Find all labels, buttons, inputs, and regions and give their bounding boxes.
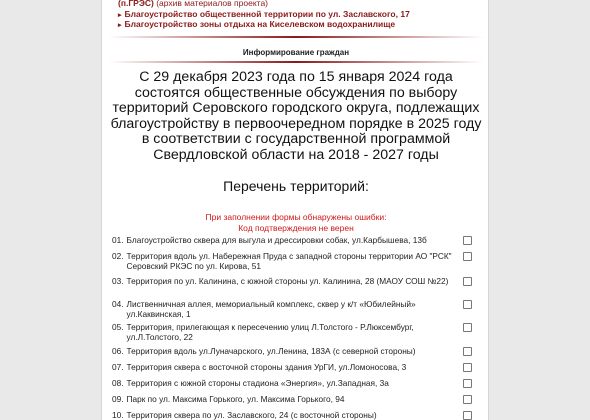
divider-top [108,36,484,38]
territory-checkbox[interactable] [463,379,472,388]
territory-checkbox[interactable] [463,323,472,332]
territory-number: 07. [112,362,124,372]
territory-checkbox[interactable] [463,277,472,286]
territory-number: 06. [112,346,124,356]
territory-label: Территория, прилегающая к пересечению улиц Л.Толстого - Р.Люксембург, ул.Л.Толстого, 22 [126,322,414,342]
territory-label: Территория с южной стороны стадиона «Энергия», ул.Западная, 3а [126,378,389,388]
territory-checkbox[interactable] [463,252,472,261]
territory-label: Парк по ул. Максима Горького, ул. Максима Горького, 94 [126,394,345,404]
territory-number: 10. [112,410,124,420]
project-link-kiselevskoe[interactable]: ▸ Благоустройство зоны отдыха на Киселевском водохранилище [118,19,410,29]
territory-item [112,411,480,420]
territory-item [112,323,480,347]
territory-item [112,363,480,379]
territory-item [112,300,480,323]
territory-number: 01. [112,235,124,245]
territory-item [112,236,480,252]
archive-line [118,0,268,8]
territory-label: Территория вдоль ул.Луначарского, ул.Ленина, 183А (с северной стороны) [126,346,416,356]
territory-checkbox[interactable] [463,300,472,309]
project-link-list [118,9,410,29]
territory-item [112,379,480,395]
territory-checkbox[interactable] [463,395,472,404]
territory-checkbox[interactable] [463,363,472,372]
territory-item [112,277,480,300]
territory-checkbox[interactable] [463,347,472,356]
territory-number: 08. [112,378,124,388]
info-heading: Информирование граждан [242,48,350,57]
territory-number: 03. [112,276,124,286]
error-line-2: Код подтверждения не верен [238,222,354,233]
divider-bottom [108,61,484,63]
announcement-text: С 29 декабря 2023 года по 15 января 2024 года состоятся общественные обсуждения по выбору территорий Серовского городского округа, подлежащих благоустройству в первоочередном порядке в 2025 году в соответствии с государственной программой Свердловской области на 2018 - 2027 годы [110,69,482,163]
territory-label: Благоустройство сквера для выгула и дрессировки собак, ул.Карбышева, 13б [126,235,427,245]
error-line-1: При заполнении формы обнаружены ошибки: [205,212,387,222]
territory-label: Территория сквера по ул. Заславского, 24 (с восточной стороны) [126,410,377,420]
archive-link[interactable]: (архив материалов проекта) [153,0,268,8]
territory-item [112,347,480,363]
territory-checkbox[interactable] [463,236,472,245]
territory-label: Территория вдоль ул. Набережная Пруда с западной стороны территории АО "РСК" Серовский РКЭС по ул. Кирова, 51 [126,251,452,271]
archive-location[interactable]: (п.ГРЭС) [118,0,154,8]
territory-item [112,395,480,411]
territory-label: Территория по ул. Калинина, с южной стороны ул. Калинина, 28 (МАОУ СОШ №22) [126,276,449,286]
territory-list-title: Перечень территорий: [223,178,369,194]
territory-list [112,236,480,420]
form-error-message [102,212,489,233]
territory-number: 02. [112,251,124,261]
territory-number: 04. [112,299,124,309]
project-link-zaslavskogo[interactable]: ▸ Благоустройство общественной территории по ул. Заславского, 17 [118,9,410,19]
territory-number: 09. [112,394,124,404]
page-content [101,0,489,420]
territory-label: Территория сквера с восточной стороны здания УрГИ, ул.Ломоносова, 3 [126,362,407,372]
territory-item [112,252,480,277]
territory-checkbox[interactable] [463,411,472,420]
territory-label: Лиственничная аллея, мемориальный комплекс, сквер у к/т «Юбилейный» ул.Каквинская, 1 [126,299,416,319]
territory-number: 05. [112,322,124,332]
